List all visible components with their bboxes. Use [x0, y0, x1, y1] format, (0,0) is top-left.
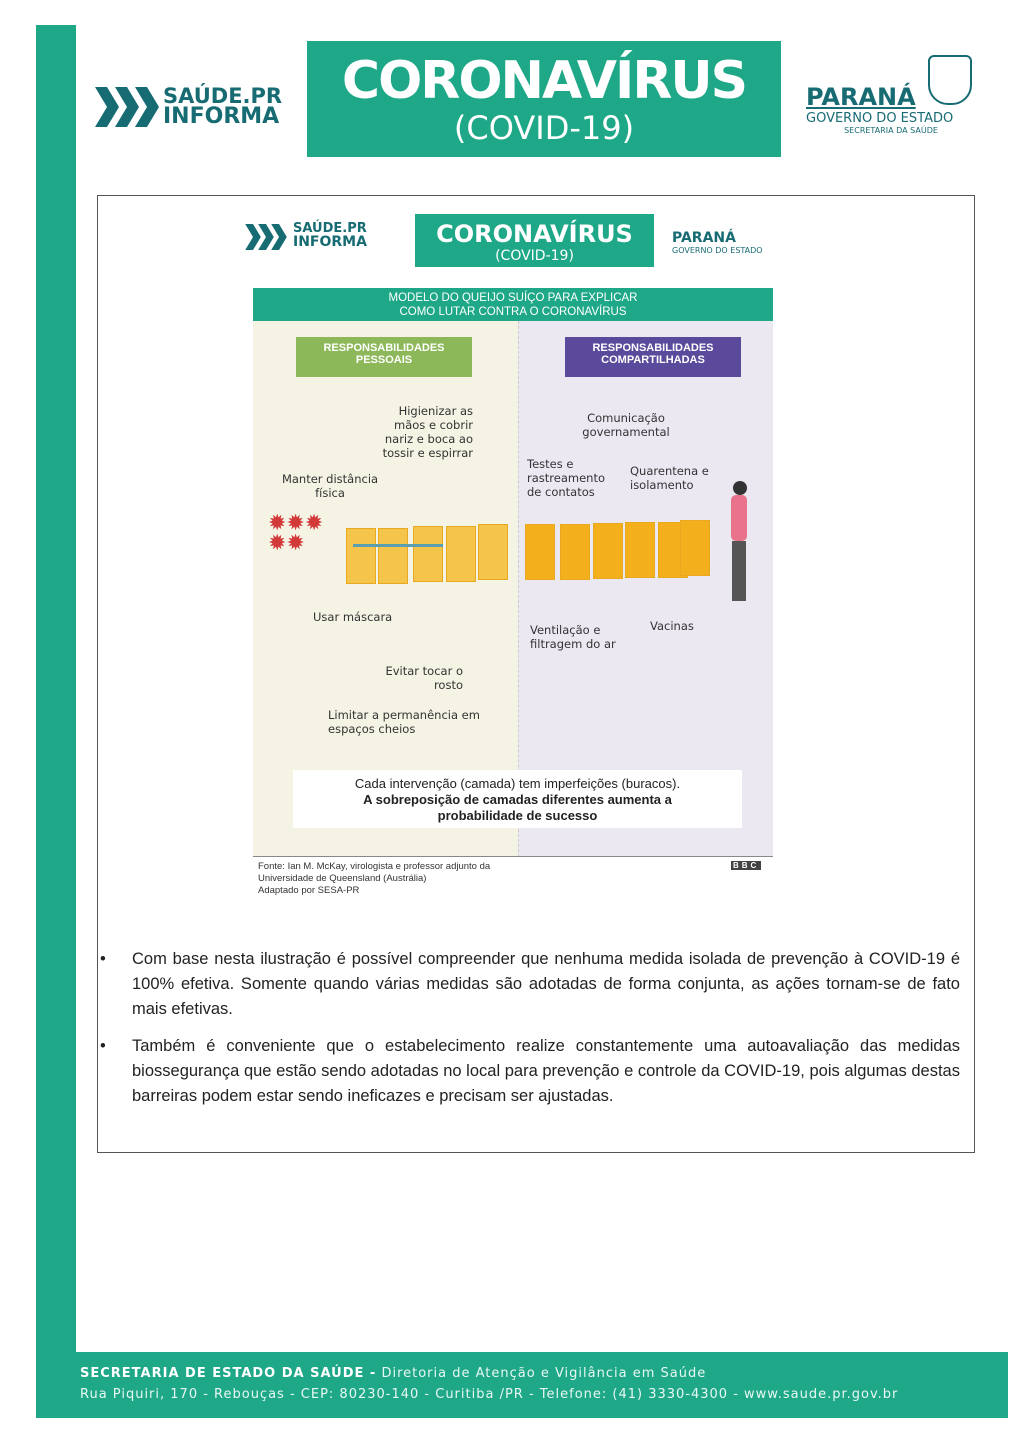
banner-line1: MODELO DO QUEIJO SUÍÇO PARA EXPLICAR [388, 292, 638, 304]
personal-badge: RESPONSABILIDADES PESSOAIS [296, 337, 472, 377]
parana-logo [806, 55, 976, 135]
footer-address: Rua Piquiri, 170 - Rebouças - CEP: 80230-140 - Curitiba /PR - Telefone: (41) 3330-4300 - www.saude.pr.gov.br [80, 1387, 899, 1402]
bullet-text: Com base nesta ilustração é possível compreender que nenhuma medida isolada de prevenção à COVID-19 é 100% efetiva. Somente quando várias medidas são adotadas de forma conjunta, as ações tornam-se de fato mais efetivas. [132, 950, 960, 1018]
source-line2: Universidade de Queensland (Austrália) [258, 873, 427, 884]
cheese-slice [346, 528, 376, 584]
cheese-slice [680, 520, 710, 576]
virus-icon: ✹✹✹ ✹✹ [268, 510, 324, 555]
sidebar-stripe [36, 25, 76, 1418]
cheese-slice [413, 526, 443, 582]
page-footer [36, 1352, 1008, 1418]
bullet-item: • Com base nesta ilustração é possível compreender que nenhuma medida isolada de prevenção à COVID-19 é 100% efetiva. Somente quando várias medidas são adotadas de forma conjunta, as ações tornam-se de fato mais efetivas. [108, 947, 960, 1022]
cheese-slice [525, 524, 555, 580]
chevrons-icon [243, 224, 289, 250]
infographic-title-box [415, 214, 654, 267]
label-rosto: Evitar tocar o rosto [385, 664, 463, 692]
banner-line2: COMO LUTAR CONTRA O CORONAVÍRUS [399, 306, 627, 318]
governo-text: GOVERNO DO ESTADO [672, 246, 763, 255]
arrow [353, 544, 443, 547]
label-vacinas: Vacinas [650, 619, 694, 633]
footer-dept: Diretoria de Atenção e Vigilância em Saúde [381, 1366, 707, 1381]
infographic-saude-logo [243, 222, 403, 252]
label-higienizar: Higienizar as mãos e cobrir nariz e boca ao tossir e espirrar [382, 404, 473, 460]
cheese-slice [560, 524, 590, 580]
parana-name: PARANÁ [672, 230, 736, 246]
header-title-box [307, 41, 781, 157]
footer-org: SECRETARIA DE ESTADO DA SAÚDE - [80, 1366, 377, 1381]
caption-line1: Cada intervenção (camada) tem imperfeições (buracos). [354, 776, 681, 791]
page-subtitle: (COVID-19) [453, 109, 635, 147]
chevrons-icon [95, 87, 159, 127]
shared-badge: RESPONSABILIDADES COMPARTILHADAS [565, 337, 741, 377]
logo-line2: INFORMA [293, 234, 367, 250]
bullet-text: Também é conveniente que o estabelecimento realize constantemente uma autoavaliação das medidas biossegurança que estão sendo adotadas no local para prevenção e controle da COVID-19, pois algumas destas barreiras podem estar sendo ineficazes e precisam ser ajustadas. [132, 1037, 960, 1105]
source-note [258, 861, 490, 897]
label-quarentena: Quarentena e isolamento [630, 464, 709, 492]
bullet-item: • Também é conveniente que o estabelecimento realize constantemente uma autoavaliação das medidas biossegurança que estão sendo adotadas no local para prevenção e controle da COVID-19, pois algumas destas barreiras podem estar sendo ineficazes e precisam ser ajustadas. [108, 1034, 960, 1109]
label-comunicacao: Comunicação governamental [582, 411, 670, 439]
caption-box [293, 770, 742, 828]
coat-of-arms-icon [928, 55, 972, 105]
label-permanencia: Limitar a permanência em espaços cheios [328, 708, 480, 736]
page-title: CORONAVÍRUS [341, 51, 747, 111]
source-divider [253, 856, 773, 857]
cheese-slice [478, 524, 508, 580]
infographic-banner [253, 288, 773, 321]
governo-text: GOVERNO DO ESTADO [806, 111, 954, 126]
cheese-slice [378, 528, 408, 584]
person-icon [723, 481, 753, 611]
label-mascara: Usar máscara [313, 610, 393, 624]
cheese-slice [593, 523, 623, 579]
bbc-logo: BBC [733, 861, 760, 870]
infographic-subtitle: (COVID-19) [495, 248, 574, 264]
logo-line1: SAÚDE.PR [293, 221, 367, 236]
caption-bold: A sobreposição de camadas diferentes aumenta a probabilidade de sucesso [363, 792, 672, 823]
secretaria-text: SECRETARIA DA SAÚDE [844, 126, 938, 135]
swiss-cheese-infographic [253, 288, 773, 857]
cheese-slice [446, 526, 476, 582]
label-ventilacao: Ventilação e filtragem do ar [530, 623, 616, 651]
logo-line1: SAÚDE.PR [163, 84, 283, 108]
cheese-slice [625, 522, 655, 578]
infographic-title: CORONAVÍRUS [436, 220, 633, 248]
saude-pr-logo [95, 85, 295, 130]
source-line3: Adaptado por SESA-PR [258, 885, 360, 896]
source-line1: Fonte: Ian M. McKay, virologista e professor adjunto da [258, 861, 491, 872]
logo-line2: INFORMA [163, 104, 280, 129]
label-testes: Testes e rastreamento de contatos [527, 457, 605, 499]
label-distancia: Manter distância física [281, 472, 379, 500]
infographic-parana-logo [672, 230, 784, 255]
parana-name: PARANÁ [806, 83, 916, 111]
